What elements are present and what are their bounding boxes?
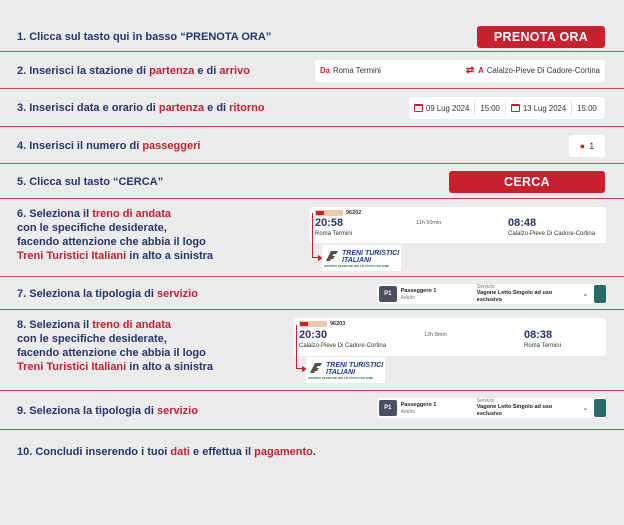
chevron-down-icon[interactable]: ⌄: [582, 405, 589, 412]
arrival-station: Roma Termini: [524, 343, 561, 349]
tti-line-1: TRENI TURISTICI: [326, 362, 384, 369]
trip-duration: 12h 8min: [424, 332, 447, 338]
passengers-field[interactable]: [569, 135, 605, 157]
step-4-pre: 4. Inserisci il numero di: [17, 139, 143, 152]
swap-icon[interactable]: ⇄: [465, 65, 475, 76]
passenger-name: Passeggero 1: [400, 287, 437, 294]
time-out[interactable]: 15:00: [480, 103, 500, 113]
step-3-hl-ritorno: ritorno: [229, 102, 265, 114]
step-5-row: [0, 164, 624, 199]
arrival-time: 08:48: [508, 217, 537, 229]
step-9-pre: 9. Seleziona la tipologia di: [17, 404, 157, 417]
passengers-count[interactable]: 1: [589, 140, 595, 151]
step-8-line-3: facendo attenzione che abbia il logo: [17, 347, 206, 359]
passenger-type: Adulto: [400, 408, 415, 415]
step-8-line-1: [17, 318, 213, 332]
connector-line: [296, 325, 305, 369]
step-1-text: 1. Clicca sul tasto qui in basso “PRENOTA ORA”: [17, 31, 272, 43]
service-label: Servizio: [476, 398, 495, 404]
step-10-text: [17, 445, 316, 459]
step-3-row: [0, 89, 624, 127]
tti-logo-text: [326, 362, 383, 376]
step-10-mid: e effettua il: [189, 446, 255, 458]
step-3-pre: 3. Inserisci data e orario di: [17, 102, 159, 114]
step-9-text: [17, 404, 198, 418]
step-6-l4b: in alto a sinistra: [126, 250, 214, 262]
train-number: 96203: [330, 321, 346, 327]
step-8-hl-logo: Treni Turistici Italiani: [17, 361, 127, 373]
step-4-hl-passeggeri: passeggeri: [142, 139, 201, 152]
tti-emblem-icon: [309, 361, 323, 373]
from-station[interactable]: Roma Termini: [332, 66, 381, 75]
calendar-icon: [511, 104, 520, 112]
step-2-row: [0, 52, 624, 89]
step-5-text: 5. Clicca sul tasto “CERCA”: [17, 175, 164, 188]
divider: [571, 101, 572, 115]
step-10-hl-dati: dati: [170, 446, 190, 458]
departure-station: Calalzo-Pieve Di Cadore-Cortina: [299, 343, 387, 349]
passenger-info: [401, 402, 473, 415]
step-7-text: [17, 287, 198, 301]
chevron-down-icon[interactable]: ⌄: [582, 291, 589, 298]
step-2-text: [17, 64, 250, 78]
passenger-badge: P1: [379, 286, 397, 302]
step-2-hl-arrivo: arrivo: [219, 64, 250, 77]
passenger-info: [401, 288, 473, 301]
arrival-time: 08:38: [524, 329, 553, 341]
step-2-mid: e di: [194, 64, 220, 77]
step-10-row: [0, 442, 624, 462]
step-6-hl-logo: Treni Turistici Italiani: [17, 250, 127, 262]
service-value[interactable]: Vagone Letto Singolo ad uso esclusivo: [476, 290, 553, 303]
divider: [505, 101, 506, 115]
service-selector-ritorno[interactable]: [377, 398, 606, 418]
step-10-post: .: [312, 446, 316, 458]
departure-station: Roma Termini: [315, 231, 352, 237]
step-8-l1a: 8. Seleziona il: [17, 319, 93, 331]
person-icon: ●: [579, 140, 586, 151]
treni-turistici-italiani-logo: [306, 357, 385, 383]
service-info[interactable]: [477, 398, 577, 418]
tti-subtitle: GRUPPO FERROVIE DELLO STATO ITALIANE: [324, 264, 390, 268]
tti-line-1: TRENI TURISTICI: [342, 250, 400, 257]
service-info[interactable]: [477, 284, 577, 304]
tti-line-2: ITALIANI: [342, 257, 372, 264]
tti-logo-text: [342, 250, 399, 264]
arrival-station: Calalzo-Pieve Di Cadore-Cortina: [508, 231, 596, 237]
step-6-line-1: [17, 207, 213, 221]
step-2-pre: 2. Inserisci la stazione di: [17, 64, 150, 77]
calendar-icon: [414, 104, 423, 112]
step-8-line-2: con le specifiche desiderate,: [17, 333, 167, 345]
step-9-hl-servizio: servizio: [156, 404, 198, 417]
treni-turistici-italiani-logo: [322, 245, 401, 271]
time-return[interactable]: 15:00: [577, 103, 597, 113]
step-6-line-4: [17, 249, 213, 263]
step-10-pre: 10. Concludi inserendo i tuoi: [17, 446, 171, 458]
step-8-hl-treno: treno di andata: [92, 319, 172, 331]
tti-emblem-icon: [325, 249, 339, 261]
step-6-hl-treno: treno di andata: [92, 208, 172, 220]
step-6-line-2: con le specifiche desiderate,: [17, 222, 167, 234]
from-prefix: Da: [320, 66, 330, 75]
departure-time: 20:30: [299, 329, 328, 341]
step-8-l4b: in alto a sinistra: [126, 361, 214, 373]
train-card-andata[interactable]: [310, 207, 606, 243]
service-value[interactable]: Vagone Letto Singolo ad uso esclusivo: [476, 404, 553, 417]
cerca-button[interactable]: CERCA: [449, 171, 605, 193]
train-card-ritorno[interactable]: [294, 318, 606, 356]
step-1-row: [0, 22, 624, 52]
step-6-l1a: 6. Seleziona il: [17, 208, 93, 220]
step-7-hl-servizio: servizio: [156, 287, 198, 300]
service-selector-andata[interactable]: [377, 284, 606, 304]
tti-subtitle: GRUPPO FERROVIE DELLO STATO ITALIANE: [308, 376, 374, 380]
tti-line-2: ITALIANI: [326, 369, 356, 376]
step-4-text: [17, 139, 200, 153]
date-return[interactable]: 13 Lug 2024: [522, 103, 567, 113]
service-confirm-button[interactable]: [594, 285, 606, 303]
train-number: 96202: [346, 210, 362, 216]
station-field[interactable]: [315, 60, 605, 82]
divider: [474, 101, 475, 115]
step-8-line-4: [17, 360, 213, 374]
connector-line: [312, 213, 321, 258]
passenger-name: Passeggero 1: [400, 401, 437, 408]
step-7-pre: 7. Seleziona la tipologia di: [17, 287, 157, 300]
step-3-hl-partenza: partenza: [158, 102, 205, 114]
service-confirm-button[interactable]: [594, 399, 606, 417]
date-field[interactable]: [409, 97, 605, 119]
step-10-hl-pagamento: pagamento: [254, 446, 313, 458]
to-station[interactable]: Calalzo-Pieve Di Cadore-Cortina: [486, 66, 600, 75]
to-prefix: A: [478, 66, 484, 75]
step-6-text: [17, 207, 213, 263]
passenger-type: Adulto: [400, 294, 415, 301]
passenger-badge: P1: [379, 400, 397, 416]
step-2-hl-partenza: partenza: [149, 64, 195, 77]
service-label: Servizio: [476, 284, 495, 290]
step-4-row: [0, 127, 624, 164]
step-8-text: [17, 318, 213, 374]
departure-time: 20:58: [315, 217, 344, 229]
prenota-ora-button[interactable]: PRENOTA ORA: [477, 26, 605, 48]
trip-duration: 11h 50min: [416, 220, 442, 226]
step-6-line-3: facendo attenzione che abbia il logo: [17, 236, 206, 248]
step-3-mid: e di: [204, 102, 230, 114]
date-out[interactable]: 09 Lug 2024: [426, 103, 470, 113]
step-3-text: [17, 101, 265, 115]
